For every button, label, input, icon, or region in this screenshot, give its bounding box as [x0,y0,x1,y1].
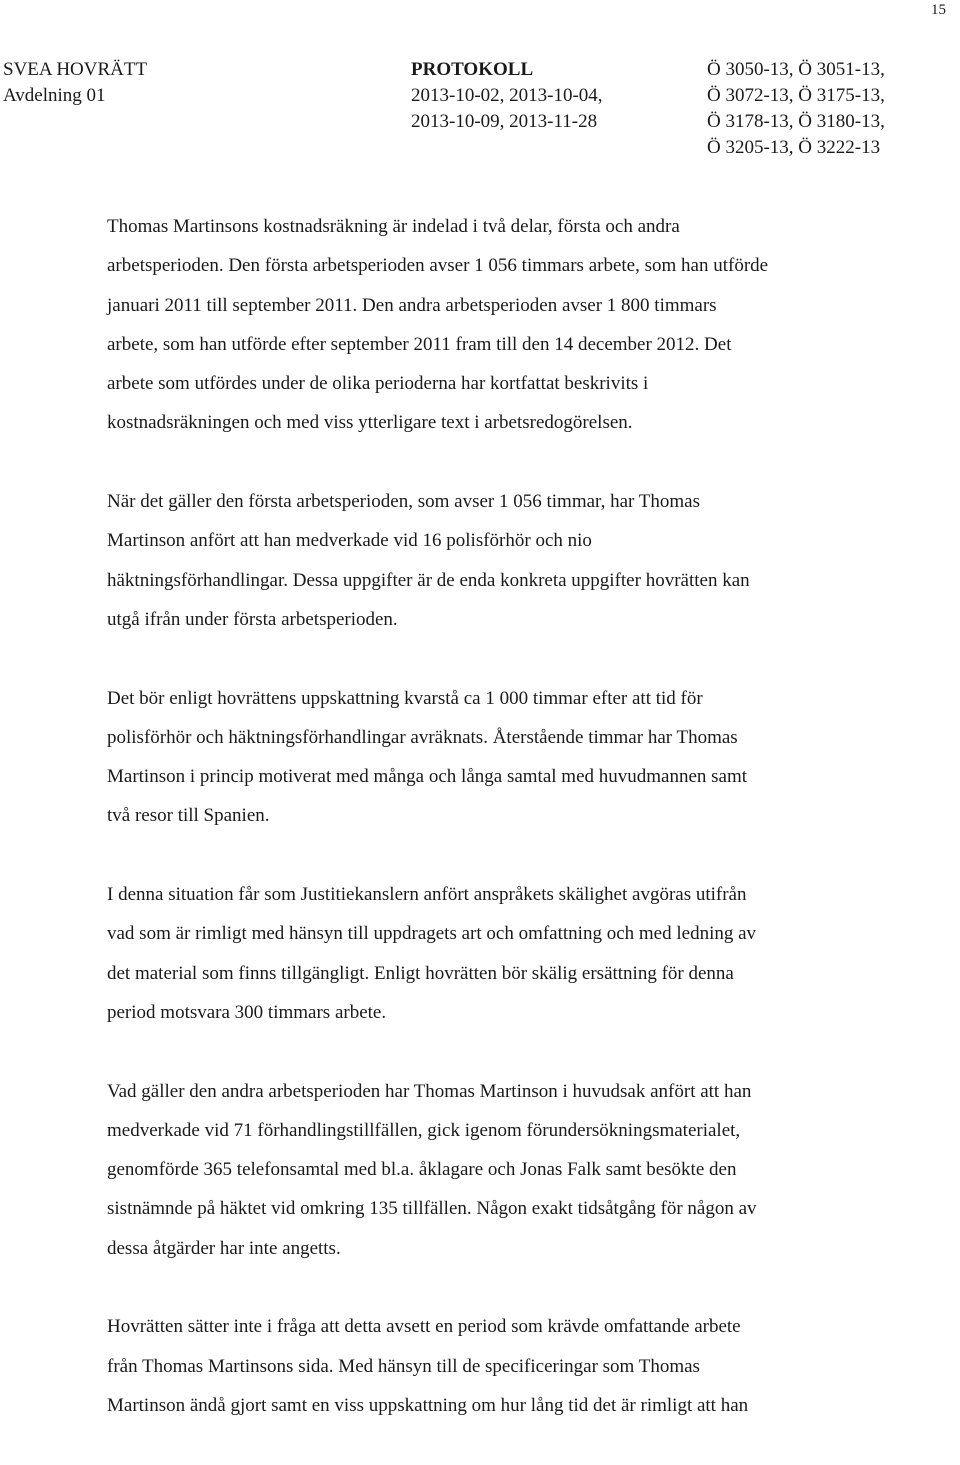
text-line: utgå ifrån under första arbetsperioden. [107,608,398,630]
text-line: medverkade vid 71 förhandlingstillfällen, gick igenom förundersökningsmaterialet, [107,1119,741,1141]
text-line: Martinson i princip motiverat med många och långa samtal med huvudmannen samt [107,766,748,788]
page-number: 15 [931,2,946,18]
paragraph [107,1307,907,1425]
protocol-dates-line: 2013-10-09, 2013-11-28 [411,111,598,132]
text-line: Hovrätten sätter inte i fråga att detta avsett en period som krävde omfattande arbete [107,1316,741,1338]
text-line: två resor till Spanien. [107,805,270,827]
division-name: Avdelning 01 [3,85,106,106]
text-line: När det gäller den första arbetsperioden, som avser 1 056 timmar, har Thomas [107,491,700,513]
text-line: I denna situation får som Justitiekanslern anfört anspråkets skälighet avgöras utifrån [107,884,747,906]
protocol-dates-line: 2013-10-02, 2013-10-04, [411,85,603,106]
text-line: häktningsförhandlingar. Dessa uppgifter är de enda konkreta uppgifter hovrätten kan [107,569,750,591]
case-numbers-line: Ö 3050-13, Ö 3051-13, [707,59,885,80]
text-line: vad som är rimligt med hänsyn till uppdragets art och omfattning och med ledning av [107,923,757,945]
case-numbers-line: Ö 3178-13, Ö 3180-13, [707,111,885,132]
protocol-block [411,57,603,135]
paragraph [107,679,907,836]
court-name: SVEA HOVRÄTT [3,59,148,80]
text-line: Vad gäller den andra arbetsperioden har Thomas Martinson i huvudsak anfört att han [107,1080,752,1102]
paragraph [107,482,907,639]
text-line: Martinson ändå gjort samt en viss uppskattning om hur lång tid det är rimligt att han [107,1394,749,1416]
text-line: januari 2011 till september 2011. Den andra arbetsperioden avser 1 800 timmars [107,294,717,316]
paragraph [107,207,907,443]
text-line: polisförhör och häktningsförhandlingar avräknats. Återstående timmar har Thomas [107,726,738,748]
text-line: från Thomas Martinsons sida. Med hänsyn till de specificeringar som Thomas [107,1355,700,1377]
case-numbers-line: Ö 3205-13, Ö 3222-13 [707,137,881,158]
case-numbers-line: Ö 3072-13, Ö 3175-13, [707,85,885,106]
text-line: det material som finns tillgängligt. Enligt hovrätten bör skälig ersättning för denna [107,962,734,984]
text-line: Thomas Martinsons kostnadsräkning är indelad i två delar, första och andra [107,216,680,237]
text-line: Det bör enligt hovrättens uppskattning kvarstå ca 1 000 timmar efter att tid för [107,687,703,709]
court-block [3,57,147,109]
text-line: arbete som utfördes under de olika perioderna har kortfattat beskrivits i [107,373,649,395]
text-line: arbetsperioden. Den första arbetsperioden avser 1 056 timmars arbete, som han utförde [107,255,769,277]
case-numbers-block [707,57,885,161]
text-line: genomförde 365 telefonsamtal med bl.a. åklagare och Jonas Falk samt besökte den [107,1159,737,1181]
doc-type: PROTOKOLL [411,59,534,80]
paragraph [107,875,907,1032]
text-line: Martinson anfört att han medverkade vid 16 polisförhör och nio [107,530,592,552]
text-line: period motsvara 300 timmars arbete. [107,1001,387,1023]
text-line: dessa åtgärder har inte angetts. [107,1237,341,1259]
text-line: kostnadsräkningen och med viss ytterligare text i arbetsredogörelsen. [107,412,633,434]
text-line: arbete, som han utförde efter september 2011 fram till den 14 december 2012. Det [107,333,732,355]
text-line: sistnämnde på häktet vid omkring 135 tillfällen. Någon exakt tidsåtgång för någon av [107,1198,757,1220]
paragraph [107,1072,907,1268]
document-body [107,207,907,1465]
